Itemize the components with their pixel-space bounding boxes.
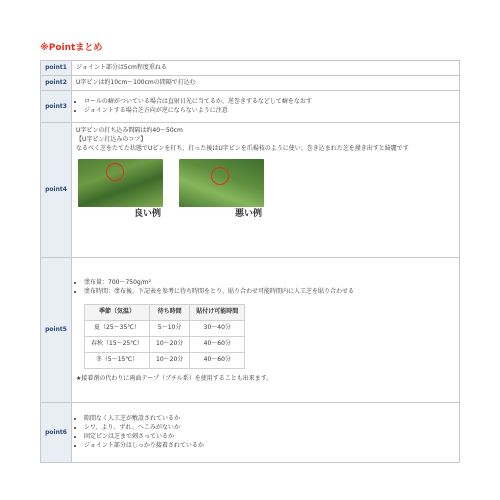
table-cell: 40～60分: [190, 336, 245, 352]
bullet-item: • 塗布時間：塗布後、下記表を参考に待ち時間をとり、貼り合わせ可能時間内に人工芝を貼り合わせる: [84, 288, 455, 296]
point-content: [72, 76, 460, 91]
note-text: ★接着剤の代わりに両面テープ（ブチル系）を使用することも出来ます。: [76, 374, 273, 382]
table-cell: 10～20分: [150, 352, 190, 368]
point-label: point5: [41, 258, 72, 403]
table-cell: 5～10分: [150, 320, 190, 336]
bullet-item: • シワ、より、ずれ、へこみがないか: [84, 424, 455, 432]
point-row: [41, 403, 460, 463]
table-cell: 10～20分: [150, 336, 190, 352]
adhesive-time-table: [84, 304, 245, 369]
example-photos: [76, 159, 455, 220]
table-cell: 40～60分: [190, 352, 245, 368]
good-example: [78, 159, 163, 220]
point-text: U字ピンは約10cm～100cmの間隔で打込む: [76, 79, 196, 87]
point-content: [72, 61, 460, 76]
bullet-item: • ジョイントする場合芝方向が逆にならないように注意: [84, 107, 455, 115]
highlight-circle: [106, 163, 124, 181]
table-cell: 夏（25～35℃）: [85, 320, 150, 336]
bad-example-caption: 悪い例: [234, 209, 262, 220]
column-header: 貼付け可能時間: [190, 304, 245, 320]
point-row: [41, 91, 460, 123]
point-label: point4: [41, 123, 72, 258]
bullet-item: • ロールの癖がついている場合は直射日光に当てるか、逆巻きするなどして癖をなおす: [84, 98, 455, 106]
point-label: point2: [41, 76, 72, 91]
table-cell: 30～40分: [190, 320, 245, 336]
table-header-row: [85, 304, 245, 320]
point-row: [41, 61, 460, 76]
table-row: [85, 352, 245, 368]
point-row: [41, 76, 460, 91]
points-table: [40, 60, 460, 463]
good-example-photo: [78, 159, 163, 207]
table-row: [85, 320, 245, 336]
bad-example: [179, 159, 264, 220]
point-label: point6: [41, 403, 72, 463]
point-content: [72, 258, 460, 403]
point-row: [41, 123, 460, 258]
bullet-item: • 塗布量：700～750g/m²: [84, 279, 455, 287]
point-content: [72, 123, 460, 258]
bullet-item: • 固定ピンは芝まで刺さっているか: [84, 433, 455, 441]
column-header: 待ち時間: [150, 304, 190, 320]
column-header: 季節（気温）: [85, 304, 150, 320]
highlight-circle: [211, 167, 229, 185]
point-text: ジョイント部分は5cm程度重ねる: [76, 64, 167, 71]
point-row: [41, 258, 460, 403]
bullet-item: • 隙間なく人工芝が敷設されているか: [84, 415, 455, 423]
point-text: 【U字ピン打込みのコツ】: [76, 136, 147, 144]
table-cell: 冬（5～15℃）: [85, 352, 150, 368]
point-label: point1: [41, 61, 72, 76]
point-content: [72, 91, 460, 123]
page-title: ※Pointまとめ: [40, 43, 103, 53]
table-row: [85, 336, 245, 352]
point-label: point3: [41, 91, 72, 123]
good-example-caption: 良い例: [133, 209, 161, 220]
point-content: [72, 403, 460, 463]
bullet-item: • ジョイント部分はしっかり接着されているか: [84, 442, 455, 450]
table-cell: 春秋（15～25℃）: [85, 336, 150, 352]
point-text: なるべく芝をたてた状態でUピンを打ち、打った後はU字ピンを爪楊枝のように使い、巻き込まれた芝を掻き出すと綺麗です: [76, 145, 409, 153]
bad-example-photo: [179, 159, 264, 207]
point-text: U字ピンの打ち込み間隔は約40～50cm: [76, 127, 183, 135]
